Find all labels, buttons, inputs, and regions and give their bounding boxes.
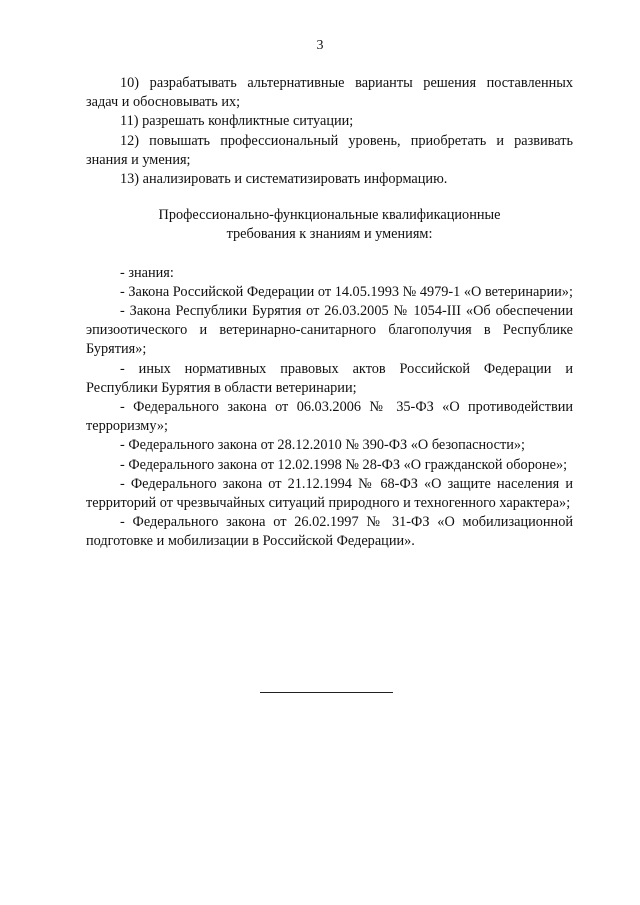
knowledge-item: - Федерального закона от 26.02.1997 № 31-ФЗ «О мобилизационной подготовке и мобилизации в Российской Федерации». bbox=[86, 514, 573, 550]
duty-item-11: 11) разрешать конфликтные ситуации; bbox=[120, 113, 354, 130]
knowledge-label: - знания: bbox=[120, 264, 174, 281]
duty-item-12: 12) повышать профессиональный уровень, приобретать и развивать знания и умения; bbox=[86, 132, 573, 168]
knowledge-item: - Федерального закона от 21.12.1994 № 68-ФЗ «О защите населения и территорий от чрезвычайных ситуаций природного и техногенного характера»; bbox=[86, 475, 573, 512]
knowledge-item: - Закона Республики Бурятия от 26.03.2005 № 1054-III «Об обеспечении эпизоотического и ветеринарно-санитарного благополучия в Республике Бурятия»; bbox=[86, 303, 573, 358]
section-heading bbox=[86, 206, 573, 244]
knowledge-item: - Закона Российской Федерации от 14.05.1993 № 4979-1 «О ветеринарии»; bbox=[120, 283, 573, 300]
duty-item-10: 10) разрабатывать альтернативные варианты решения поставленных задач и обосновывать их; bbox=[86, 75, 573, 111]
end-of-document-line bbox=[260, 692, 393, 693]
duty-item-13: 13) анализировать и систематизировать информацию. bbox=[120, 171, 448, 188]
section-heading-line-1: Профессионально-функциональные квалификационные bbox=[158, 207, 501, 224]
knowledge-item: - Федерального закона от 06.03.2006 № 35-ФЗ «О противодействии терроризму»; bbox=[86, 399, 573, 435]
section-heading-line-2: требования к знаниям и умениям: bbox=[226, 226, 433, 243]
knowledge-item: - иных нормативных правовых актов Российской Федерации и Республики Бурятия в области ветеринарии; bbox=[86, 360, 573, 396]
knowledge-item: - Федерального закона от 12.02.1998 № 28-ФЗ «О гражданской обороне»; bbox=[120, 456, 568, 473]
page-number: 3 bbox=[316, 38, 324, 53]
knowledge-item: - Федерального закона от 28.12.2010 № 390-ФЗ «О безопасности»; bbox=[120, 437, 526, 454]
document-body bbox=[86, 74, 573, 552]
